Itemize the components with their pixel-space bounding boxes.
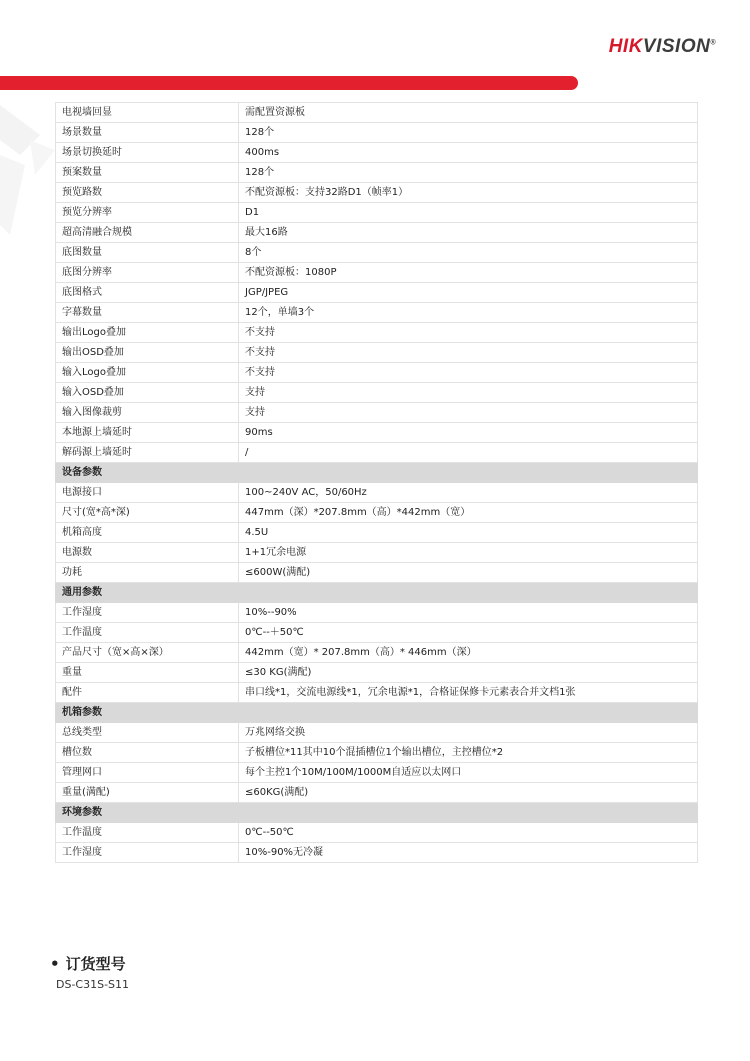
spec-value: D1 — [239, 203, 698, 223]
spec-row — [56, 623, 698, 643]
spec-row — [56, 383, 698, 403]
spec-row — [56, 663, 698, 683]
spec-row — [56, 203, 698, 223]
spec-value: 8个 — [239, 243, 698, 263]
spec-value: 0℃--50℃ — [239, 823, 698, 843]
spec-value: JGP/JPEG — [239, 283, 698, 303]
spec-value: 10%--90% — [239, 603, 698, 623]
spec-row — [56, 123, 698, 143]
spec-value: 不配资源板：支持32路D1（帧率1） — [239, 183, 698, 203]
spec-row — [56, 243, 698, 263]
order-model-heading — [50, 953, 126, 974]
spec-row — [56, 443, 698, 463]
logo-hik: HIK — [608, 36, 643, 57]
spec-value: 不支持 — [239, 343, 698, 363]
spec-key: 预览分辨率 — [56, 203, 239, 223]
spec-key: 配件 — [56, 683, 239, 703]
spec-key: 重量 — [56, 663, 239, 683]
decorative-watermark-shape — [0, 95, 60, 245]
spec-row — [56, 163, 698, 183]
spec-row — [56, 643, 698, 663]
spec-value: 0℃--＋50℃ — [239, 623, 698, 643]
spec-value: 支持 — [239, 403, 698, 423]
spec-key: 输入OSD叠加 — [56, 383, 239, 403]
spec-value: 支持 — [239, 383, 698, 403]
section-header-row — [56, 583, 698, 603]
spec-value: ≤60KG(满配) — [239, 783, 698, 803]
spec-value: 100~240V AC，50/60Hz — [239, 483, 698, 503]
spec-value: 400ms — [239, 143, 698, 163]
hikvision-logo — [609, 36, 716, 58]
section-spacer — [239, 703, 698, 723]
header-red-bar — [0, 76, 578, 90]
spec-value: 4.5U — [239, 523, 698, 543]
spec-value: 442mm（宽）* 207.8mm（高）* 446mm（深） — [239, 643, 698, 663]
order-title-text: 订货型号 — [65, 955, 126, 973]
logo-vision: VISION — [642, 36, 711, 57]
spec-value: 不支持 — [239, 323, 698, 343]
spec-key: 字幕数量 — [56, 303, 239, 323]
spec-row — [56, 763, 698, 783]
spec-key: 输入Logo叠加 — [56, 363, 239, 383]
spec-row — [56, 403, 698, 423]
spec-row — [56, 783, 698, 803]
spec-row — [56, 183, 698, 203]
spec-value: 447mm（深）*207.8mm（高）*442mm（宽） — [239, 503, 698, 523]
spec-key: 本地源上墙延时 — [56, 423, 239, 443]
spec-value: 90ms — [239, 423, 698, 443]
spec-key: 超高清融合规模 — [56, 223, 239, 243]
spec-key: 尺寸(宽*高*深) — [56, 503, 239, 523]
spec-value: 128个 — [239, 123, 698, 143]
section-header-row — [56, 463, 698, 483]
spec-key: 底图分辨率 — [56, 263, 239, 283]
spec-value: 万兆网络交换 — [239, 723, 698, 743]
order-model-number: DS-C31S-S11 — [56, 978, 130, 991]
spec-row — [56, 363, 698, 383]
section-title: 环境参数 — [56, 803, 239, 823]
spec-table — [55, 102, 698, 863]
spec-row — [56, 503, 698, 523]
spec-key: 预览路数 — [56, 183, 239, 203]
spec-row — [56, 263, 698, 283]
spec-value: 10%-90%无冷凝 — [239, 843, 698, 863]
spec-key: 输出Logo叠加 — [56, 323, 239, 343]
spec-key: 输出OSD叠加 — [56, 343, 239, 363]
spec-value: / — [239, 443, 698, 463]
spec-key: 槽位数 — [56, 743, 239, 763]
section-title: 机箱参数 — [56, 703, 239, 723]
spec-value: 最大16路 — [239, 223, 698, 243]
spec-row — [56, 303, 698, 323]
spec-row — [56, 343, 698, 363]
spec-key: 功耗 — [56, 563, 239, 583]
spec-row — [56, 563, 698, 583]
spec-row — [56, 823, 698, 843]
spec-row — [56, 683, 698, 703]
spec-value: ≤600W(满配) — [239, 563, 698, 583]
spec-value: 128个 — [239, 163, 698, 183]
spec-key: 底图格式 — [56, 283, 239, 303]
spec-key: 预案数量 — [56, 163, 239, 183]
spec-row — [56, 483, 698, 503]
spec-row — [56, 283, 698, 303]
spec-value: 12个，单墙3个 — [239, 303, 698, 323]
spec-value: ≤30 KG(满配) — [239, 663, 698, 683]
section-header-row — [56, 703, 698, 723]
spec-key: 电视墙回显 — [56, 103, 239, 123]
spec-key: 工作湿度 — [56, 603, 239, 623]
spec-key: 底图数量 — [56, 243, 239, 263]
spec-value: 串口线*1，交流电源线*1，冗余电源*1，合格证保修卡元素表合并文档1张 — [239, 683, 698, 703]
spec-value: 需配置资源板 — [239, 103, 698, 123]
spec-key: 场景数量 — [56, 123, 239, 143]
spec-key: 解码源上墙延时 — [56, 443, 239, 463]
section-spacer — [239, 583, 698, 603]
section-title: 设备参数 — [56, 463, 239, 483]
spec-row — [56, 603, 698, 623]
spec-value: 不支持 — [239, 363, 698, 383]
bullet-icon: • — [50, 955, 60, 973]
spec-key: 总线类型 — [56, 723, 239, 743]
spec-row — [56, 223, 698, 243]
spec-key: 管理网口 — [56, 763, 239, 783]
spec-key: 电源数 — [56, 543, 239, 563]
spec-key: 重量(满配) — [56, 783, 239, 803]
section-spacer — [239, 803, 698, 823]
spec-row — [56, 103, 698, 123]
spec-value: 不配资源板：1080P — [239, 263, 698, 283]
spec-row — [56, 543, 698, 563]
spec-row — [56, 143, 698, 163]
spec-key: 工作温度 — [56, 623, 239, 643]
spec-key: 工作湿度 — [56, 843, 239, 863]
spec-row — [56, 743, 698, 763]
spec-value: 1+1冗余电源 — [239, 543, 698, 563]
spec-row — [56, 323, 698, 343]
spec-row — [56, 423, 698, 443]
spec-key: 场景切换延时 — [56, 143, 239, 163]
spec-row — [56, 523, 698, 543]
spec-value: 每个主控1个10M/100M/1000M自适应以太网口 — [239, 763, 698, 783]
spec-row — [56, 843, 698, 863]
spec-row — [56, 723, 698, 743]
spec-key: 产品尺寸（宽×高×深） — [56, 643, 239, 663]
spec-key: 输入图像裁剪 — [56, 403, 239, 423]
spec-key: 机箱高度 — [56, 523, 239, 543]
section-title: 通用参数 — [56, 583, 239, 603]
logo-registered-mark: ® — [710, 39, 716, 47]
spec-key: 电源接口 — [56, 483, 239, 503]
section-header-row — [56, 803, 698, 823]
section-spacer — [239, 463, 698, 483]
spec-key: 工作温度 — [56, 823, 239, 843]
spec-value: 子板槽位*11其中10个混插槽位1个输出槽位，主控槽位*2 — [239, 743, 698, 763]
